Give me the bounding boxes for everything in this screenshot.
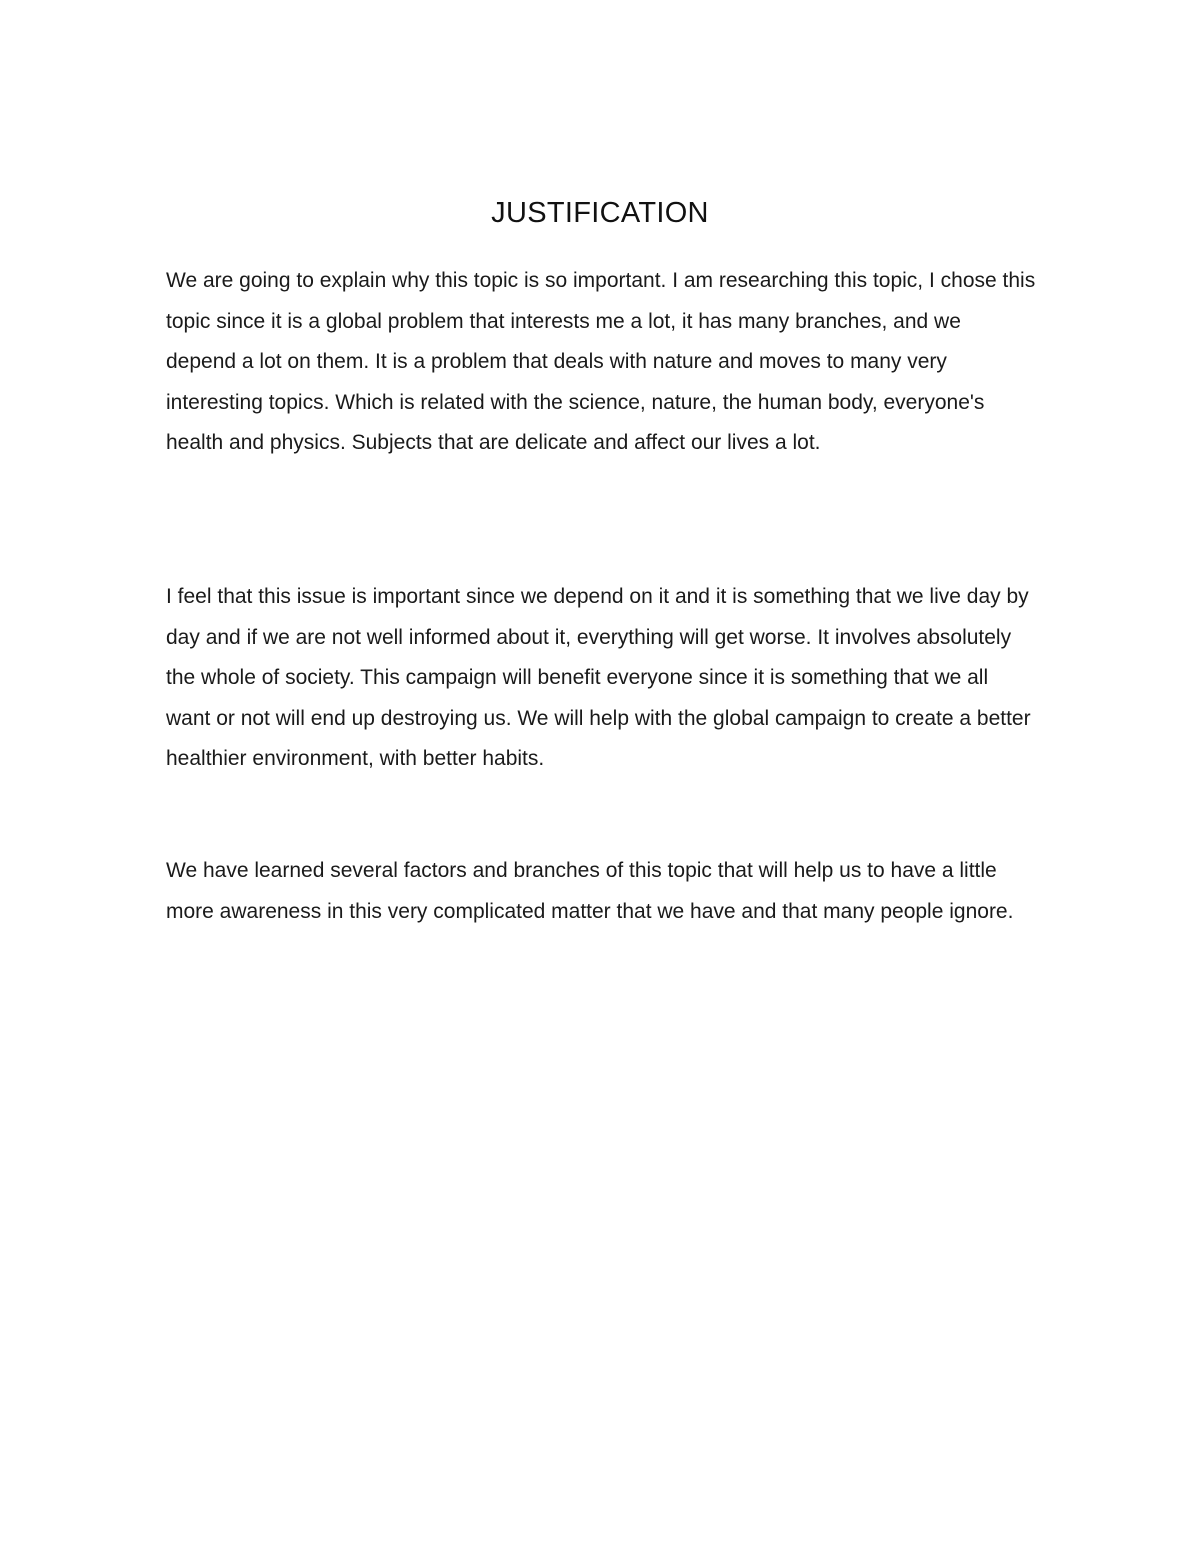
- paragraph-2: I feel that this issue is important since we depend on it and it is something that we live day by day and if we are not well informed about it, everything will get worse. It involves absolutely the whole of society. This campaign will benefit everyone since it is something that we all want or not will end up destroying us. We will help with the global campaign to create a better healthier environment, with better habits.: [166, 585, 1031, 770]
- paragraph-1: We are going to explain why this topic is so important. I am researching this topic, I chose this topic since it is a global problem that interests me a lot, it has many branches, and we depend a lot on them. It is a problem that deals with nature and moves to many very interesting topics. Which is related with the science, nature, the human body, everyone's health and physics. Subjects that are delicate and affect our lives a lot.: [166, 269, 1036, 454]
- paragraph-3: We have learned several factors and branches of this topic that will help us to have a little more awareness in this very complicated matter that we have and that many people ignore.: [166, 859, 1014, 923]
- document-title: JUSTIFICATION: [491, 197, 709, 229]
